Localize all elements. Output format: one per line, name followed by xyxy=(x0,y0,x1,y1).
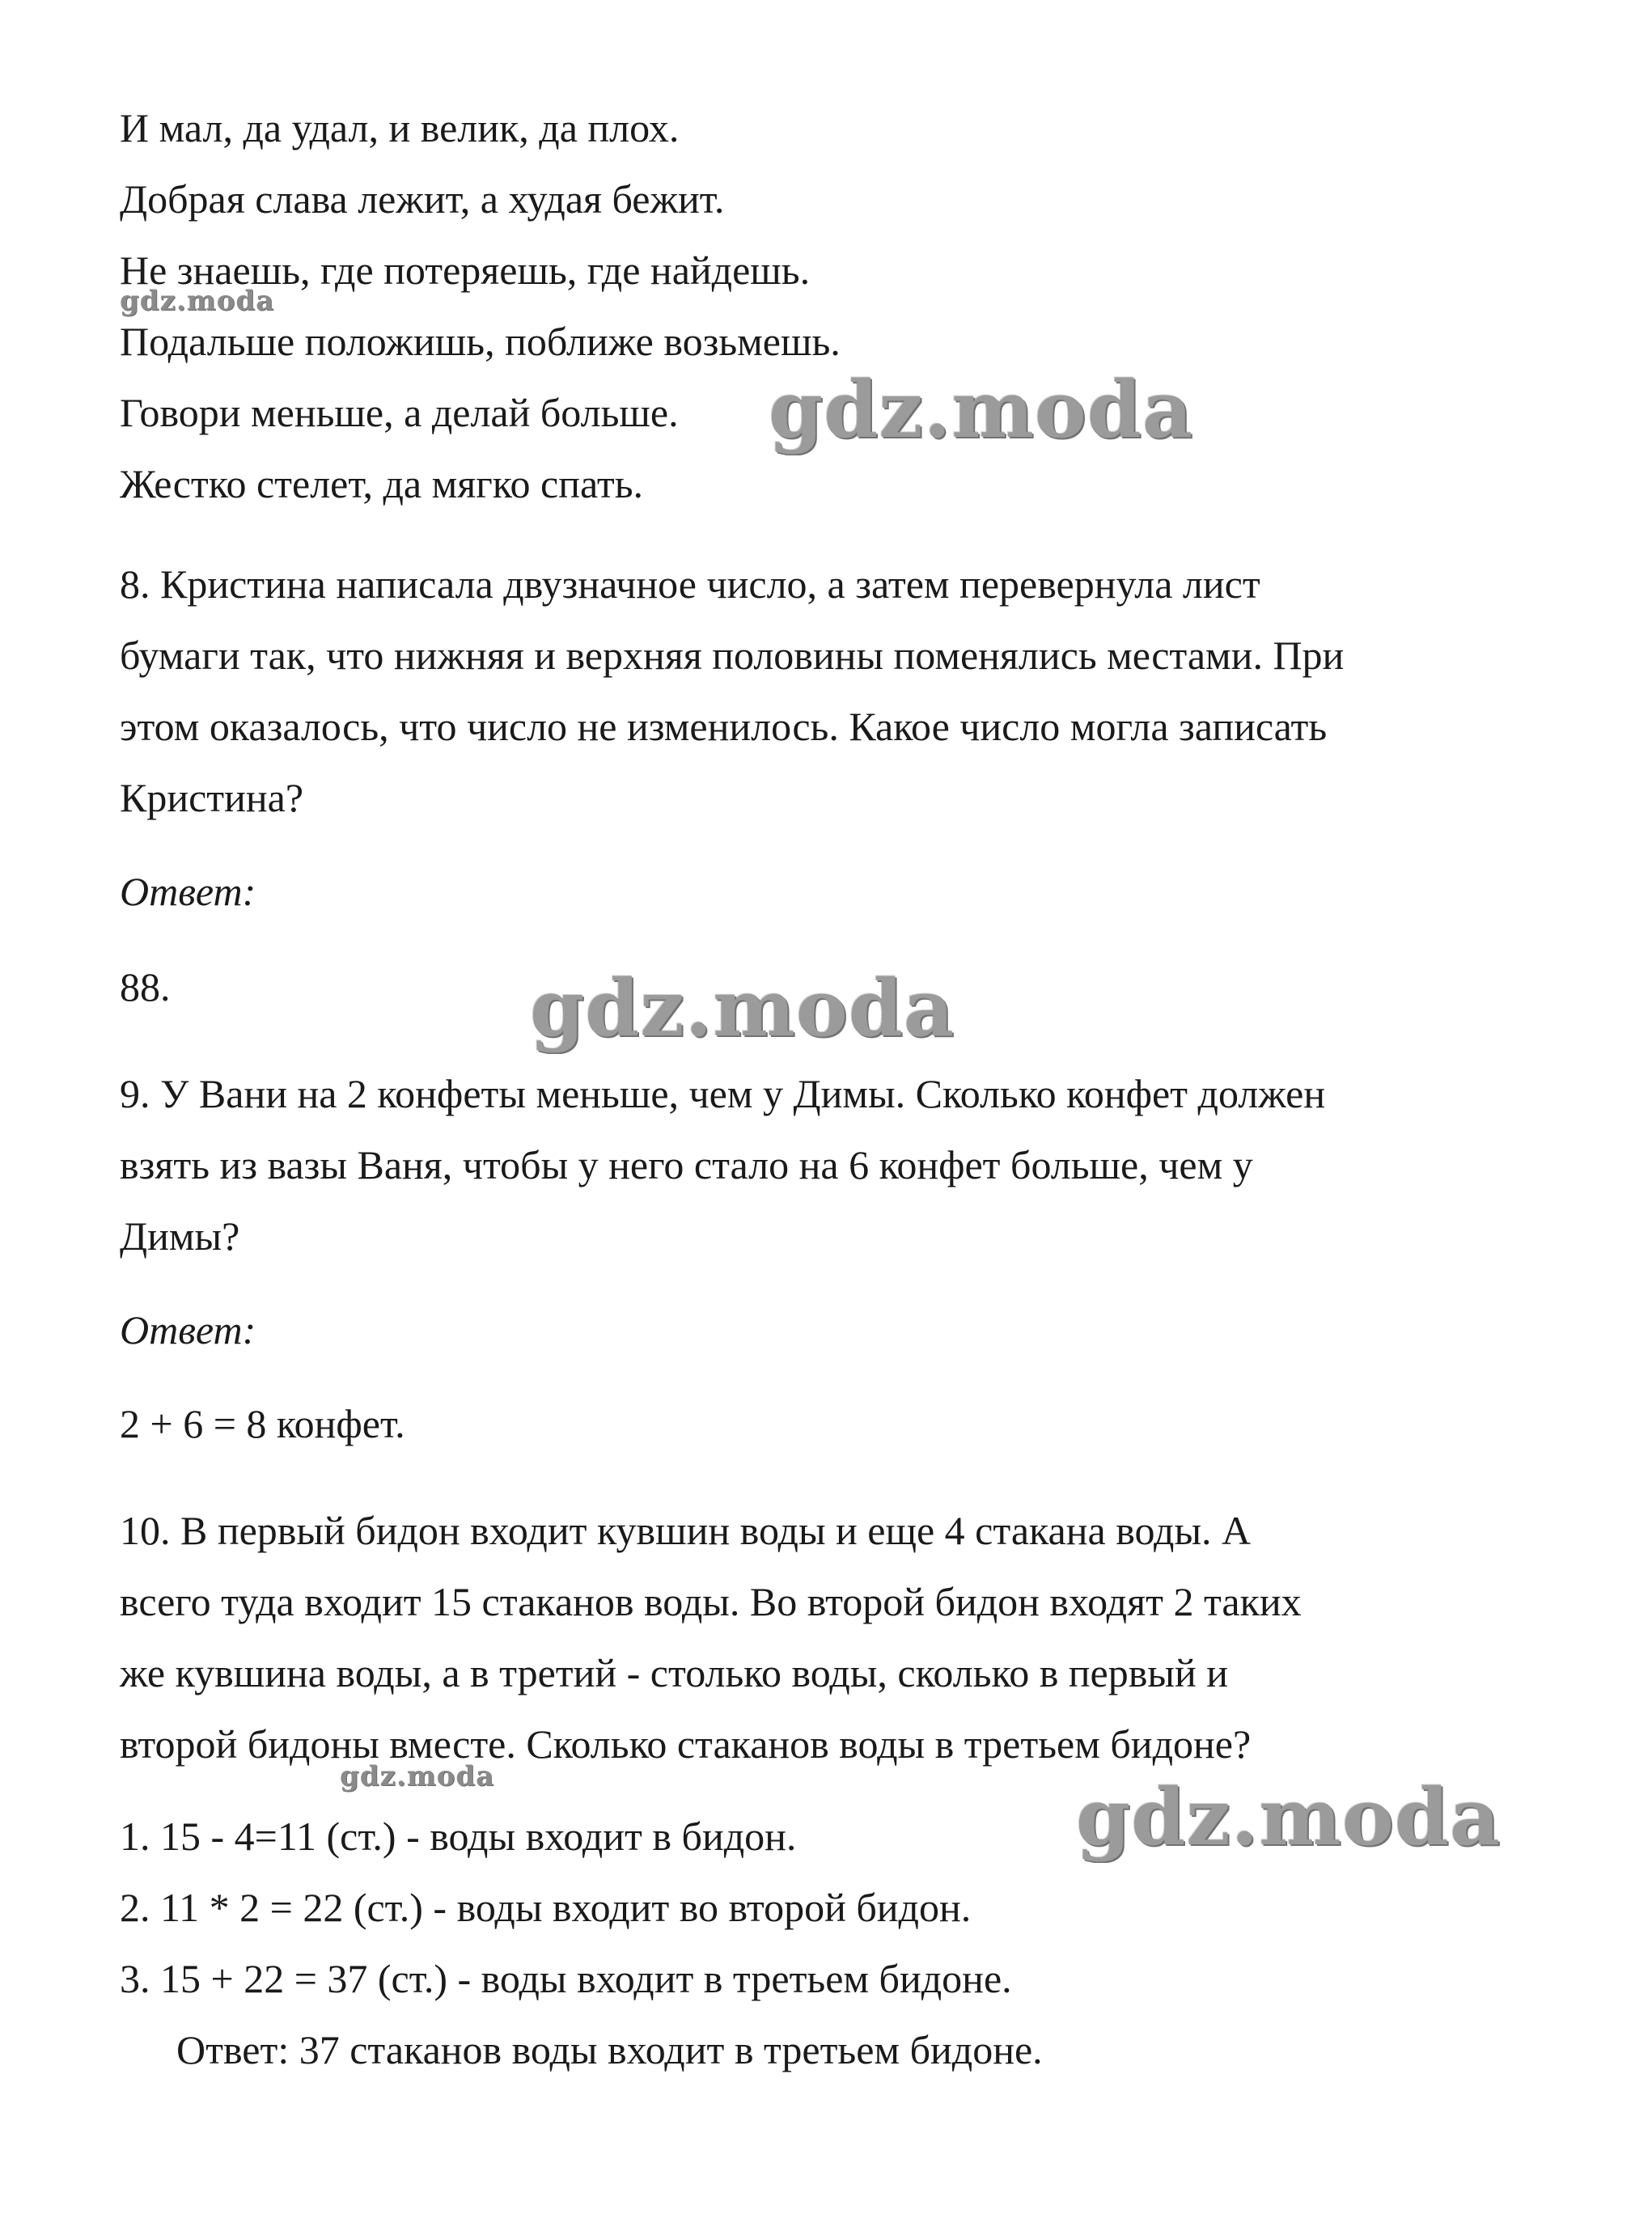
watermark: gdz.moda xyxy=(120,285,275,317)
watermark: gdz.moda xyxy=(1076,1771,1502,1863)
task9-answer: 2 + 6 = 8 конфет. xyxy=(120,1401,405,1446)
task9-answer-label: Ответ: xyxy=(120,1307,256,1352)
proverb-line: Добрая слава лежит, а худая бежит. xyxy=(120,176,725,222)
task8-text: бумаги так, что нижняя и верхняя половины поменялись местами. При xyxy=(120,633,1345,678)
watermark: gdz.moda xyxy=(769,364,1194,455)
task9-text: 9. У Вани на 2 конфеты меньше, чем у Димы. Сколько конфет должен xyxy=(120,1071,1326,1116)
proverb-line: Жестко стелет, да мягко спать. xyxy=(120,461,643,506)
proverb-line: И мал, да удал, и велик, да плох. xyxy=(120,105,680,150)
task8-answer: 88. xyxy=(120,964,171,1010)
task10-step: 2. 11 * 2 = 22 (ст.) - воды входит во второй бидон. xyxy=(120,1885,972,1930)
task10-text: 10. В первый бидон входит кувшин воды и еще 4 стакана воды. А xyxy=(120,1508,1252,1553)
proverb-line: Говори меньше, а делай больше. xyxy=(120,390,679,435)
task10-text: второй бидоны вместе. Сколько стаканов воды в третьем бидоне? xyxy=(120,1721,1252,1767)
proverb-line: Не знаешь, где потеряешь, где найдешь. xyxy=(120,248,811,293)
task8-text: Кристина? xyxy=(120,775,304,820)
task10-step: 3. 15 + 22 = 37 (ст.) - воды входит в третьем бидоне. xyxy=(120,1956,1012,2001)
task9-text: Димы? xyxy=(120,1213,240,1259)
watermark: gdz.moda xyxy=(340,1760,495,1793)
proverb-line: Подальше положишь, поближе возьмешь. xyxy=(120,319,841,364)
task10-text: всего туда входит 15 стаканов воды. Во второй бидон входят 2 таких xyxy=(120,1579,1302,1624)
task8-text: этом оказалось, что число не изменилось. Какое число могла записать xyxy=(120,704,1328,749)
task10-step: 1. 15 - 4=11 (ст.) - воды входит в бидон. xyxy=(120,1814,797,1859)
task10-final-answer: Ответ: 37 стаканов воды входит в третьем бидоне. xyxy=(176,2027,1043,2072)
task8-answer-label: Ответ: xyxy=(120,869,256,914)
task9-text: взять из вазы Ваня, чтобы у него стало на 6 конфет больше, чем у xyxy=(120,1142,1253,1187)
task10-text: же кувшина воды, а в третий - столько воды, сколько в первый и xyxy=(120,1650,1228,1695)
task8-text: 8. Кристина написала двузначное число, а затем перевернула лист xyxy=(120,561,1260,607)
watermark: gdz.moda xyxy=(530,963,955,1054)
